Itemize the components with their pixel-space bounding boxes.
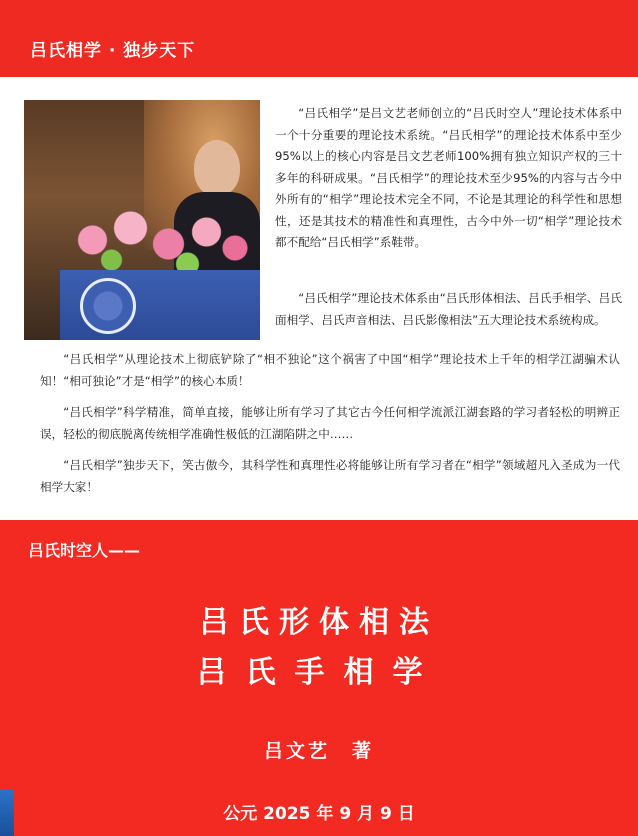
core-paragraph: “吕氏相学”从理论技术上彻底铲除了“相不独论”这个祸害了中国“相学”理论技术上千年的相学江湖骗术认知！“相可独论”才是“相学”的核心本质！ <box>40 352 620 388</box>
series-label: 吕氏时空人—— <box>28 541 141 560</box>
author-photo <box>24 100 260 340</box>
accuracy-paragraph: “吕氏相学”科学精准，简单直接，能够让所有学习了其它古今任何相学流派江湖套路的学习者轻松的明辨正误，轻松的彻底脱离传统相学准确性极低的江湖陷阱之中…… <box>40 405 620 441</box>
corner-tab-icon <box>0 790 14 836</box>
photo-flowers <box>64 200 254 280</box>
author-credit: 吕文艺 著 <box>263 740 374 762</box>
photo-speaker-head <box>194 140 240 196</box>
intro-paragraph: “吕氏相学”是吕文艺老师创立的“吕氏时空人”理论技术体系中一个十分重要的理论技术系统。“吕氏相学”的理论技术体系中至少95%以上的核心内容是吕文艺老师100%拥有独立知识产权的三十多年的科研成果。“吕氏相学”的理论技术至少95%的内容与古今中外所有的“相学”理论技术完全不同，不论是其理论的科学性和思想性，还是其技术的精准性和真理性，古今中外一切“相学”理论技术都不配给“吕氏相学”系鞋带。 <box>275 106 622 249</box>
book-title-line-1: 吕氏形体相法 <box>199 605 439 640</box>
closing-paragraph: “吕氏相学”独步天下，笑古傲今，其科学性和真理性必将能够让所有学习者在“相学”领域超凡入圣成为一代相学大家！ <box>40 458 620 494</box>
podium-seal-icon <box>80 278 136 334</box>
book-title-line-2: 吕氏手相学 <box>196 655 442 690</box>
header-title: 吕氏相学 · 独步天下 <box>30 41 196 61</box>
publication-date: 公元 2025 年 9 月 9 日 <box>223 804 415 824</box>
system-paragraph: “吕氏相学”理论技术体系由“吕氏形体相法、吕氏手相学、吕氏面相学、吕氏声音相法、吕氏影像相法”五大理论技术系统构成。 <box>275 291 622 327</box>
